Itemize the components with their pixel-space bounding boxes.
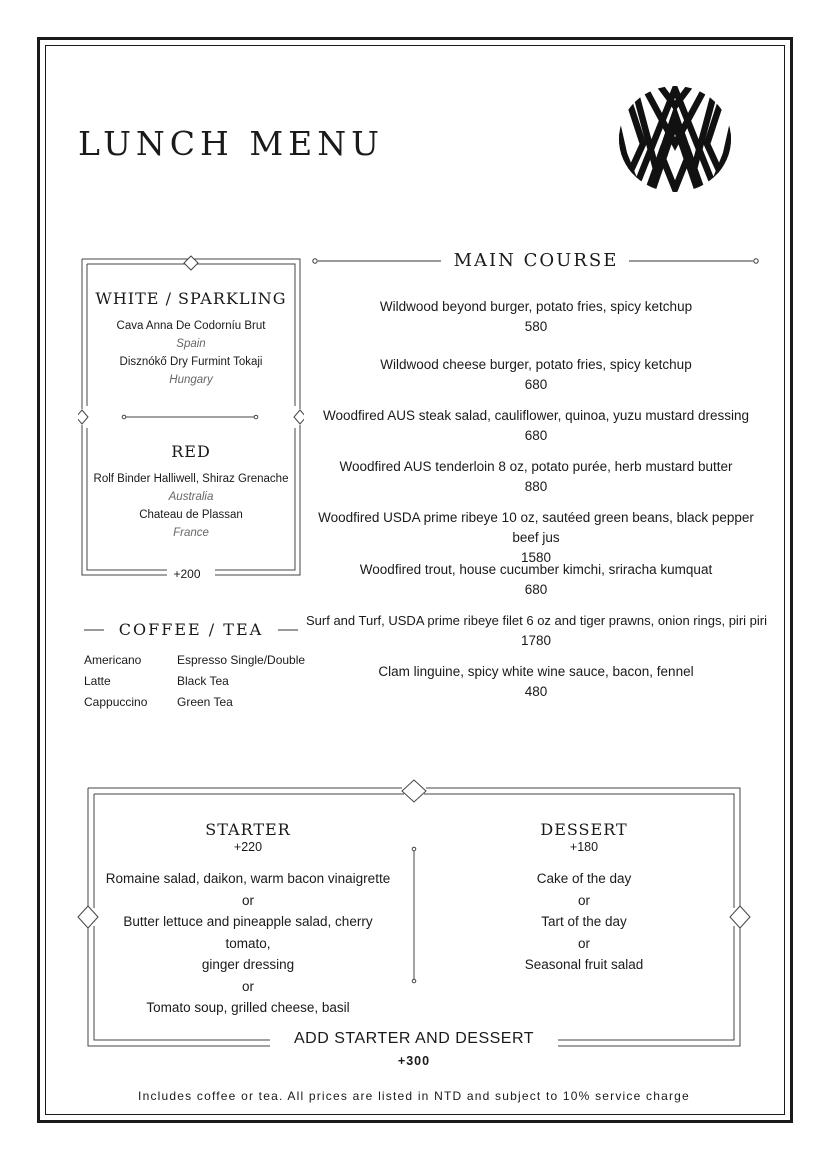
dessert-price: +180	[569, 840, 599, 854]
red-heading: RED	[171, 442, 211, 461]
footer-note: Includes coffee or tea. All prices are listed in NTD and subject to 10% service charge	[138, 1089, 690, 1103]
menu-item	[306, 406, 766, 457]
dessert-section	[464, 820, 704, 976]
striped-circle-logo-icon	[616, 84, 734, 194]
page-title: LUNCH MENU	[78, 124, 384, 163]
item-name: Wildwood beyond burger, potato fries, spicy ketchup	[379, 299, 693, 314]
item-price: 680	[524, 582, 548, 597]
starter-options	[100, 868, 396, 1019]
coffee-item: Black Tea	[177, 674, 229, 688]
main-course-heading: MAIN COURSE	[453, 250, 619, 271]
wine-name: Rolf Binder Halliwell, Shiraz Grenache	[93, 473, 289, 485]
wine-origin: Hungary	[169, 374, 213, 386]
item-price: 480	[524, 684, 548, 699]
dessert-line: or	[577, 935, 590, 951]
starter-line: Butter lettuce and pineapple salad, cherry tomato,	[123, 914, 373, 951]
starter-heading: STARTER	[205, 820, 291, 839]
item-price: 680	[524, 428, 548, 443]
combo-label: ADD STARTER AND DESSERT	[294, 1030, 534, 1047]
item-name: Woodfired USDA prime ribeye 10 oz, sautéed green beans, black pepper beef jus	[318, 510, 754, 545]
item-name: Woodfired AUS tenderloin 8 oz, potato purée, herb mustard butter	[339, 459, 733, 474]
wine-price: +200	[173, 567, 201, 581]
starter-line: or	[241, 892, 254, 908]
coffee-item: Americano	[84, 653, 142, 667]
wine-origin: Australia	[168, 491, 214, 503]
wine-name: Chateau de Plassan	[139, 509, 243, 521]
wine-red-section	[82, 442, 300, 539]
item-price: 1780	[520, 633, 552, 648]
menu-item	[306, 355, 766, 406]
menu-item	[306, 662, 766, 713]
coffee-item: Latte	[84, 674, 111, 688]
coffee-list-left	[84, 650, 147, 713]
menu-item	[306, 457, 766, 508]
wine-name: Disznókő Dry Furmint Tokaji	[119, 356, 263, 368]
dessert-heading: DESSERT	[540, 820, 628, 839]
wine-origin: France	[173, 527, 209, 539]
wine-white-section	[82, 289, 300, 386]
white-sparkling-heading: WHITE / SPARKLING	[95, 289, 287, 308]
item-price: 880	[524, 479, 548, 494]
starter-line: ginger dressing	[201, 957, 295, 972]
coffee-tea-heading: COFFEE / TEA	[118, 620, 264, 639]
dessert-options	[464, 868, 704, 976]
coffee-item: Espresso Single/Double	[177, 653, 306, 667]
starter-line: or	[241, 978, 254, 994]
menu-item	[306, 560, 766, 611]
item-price: 1580	[520, 550, 552, 565]
coffee-list-right	[177, 650, 305, 713]
item-price: 580	[524, 319, 548, 334]
dessert-line: or	[577, 892, 590, 908]
menu-item	[306, 297, 766, 349]
starter-line: Romaine salad, daikon, warm bacon vinaigrette	[105, 871, 391, 886]
item-name: Woodfired trout, house cucumber kimchi, sriracha kumquat	[359, 562, 713, 577]
item-name: Wildwood cheese burger, potato fries, spicy ketchup	[380, 357, 692, 372]
dessert-line: Cake of the day	[536, 871, 632, 886]
item-name: Woodfired AUS steak salad, cauliflower, quinoa, yuzu mustard dressing	[323, 408, 749, 423]
item-name: Surf and Turf, USDA prime ribeye filet 6 oz and tiger prawns, onion rings, piri piri	[306, 613, 767, 628]
starter-price: +220	[233, 840, 263, 854]
coffee-item: Green Tea	[177, 695, 233, 709]
coffee-item: Cappuccino	[84, 695, 148, 709]
wine-name: Cava Anna De Codorníu Brut	[116, 320, 266, 332]
combo-price: +300	[397, 1054, 431, 1068]
starter-section	[100, 820, 396, 1019]
starter-line: Tomato soup, grilled cheese, basil	[146, 1000, 350, 1015]
item-price: 680	[524, 377, 548, 392]
dessert-line: Seasonal fruit salad	[524, 957, 644, 972]
dessert-line: Tart of the day	[541, 914, 627, 929]
item-name: Clam linguine, spicy white wine sauce, bacon, fennel	[378, 664, 694, 679]
wine-origin: Spain	[176, 338, 206, 350]
main-course-list	[306, 297, 766, 713]
menu-item	[306, 611, 766, 662]
menu-item	[306, 508, 766, 565]
